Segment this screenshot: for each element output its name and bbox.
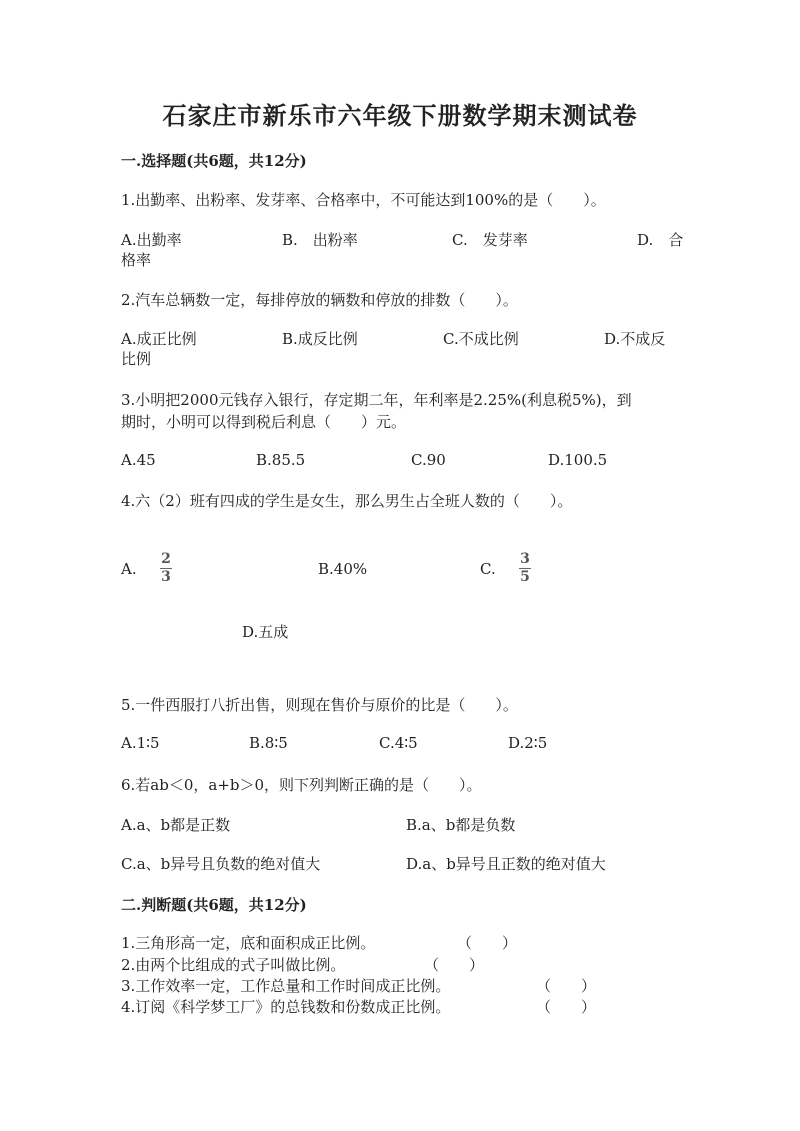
judgement-item-3-paren: （ ） <box>536 977 597 995</box>
question-2-stem: 2.汽车总辆数一定，每排停放的辆数和停放的排数（ ）。 <box>121 291 518 309</box>
question-4-option-a-fraction <box>160 552 172 585</box>
judgement-item-4-text: 4.订阅《科学梦工厂》的总钱数和份数成正比例。 <box>121 998 451 1016</box>
question-4-stem: 4.六（2）班有四成的学生是女生，那么男生占全班人数的（ ）。 <box>121 492 573 510</box>
question-3-stem-line1: 3.小明把2000元钱存入银行，存定期二年，年利率是2.25%(利息税5%)，到 <box>121 391 632 409</box>
judgement-item-2-paren: （ ） <box>424 956 485 974</box>
question-6-stem: 6.若ab＜0，a+b＞0，则下列判断正确的是（ ）。 <box>121 776 482 794</box>
question-5-stem: 5.一件西服打八折出售，则现在售价与原价的比是（ ）。 <box>121 696 518 714</box>
section-heading-judgement: 二.判断题(共6题，共12分) <box>121 896 307 914</box>
question-6-option-d: D.a、b异号且正数的绝对值大 <box>406 855 606 873</box>
question-4-option-c-fraction <box>519 552 531 585</box>
page-title: 石家庄市新乐市六年级下册数学期末测试卷 <box>162 101 638 130</box>
question-3-option-c: C.90 <box>411 451 446 469</box>
question-2-option-c: C.不成比例 <box>443 330 519 348</box>
question-6-option-a: A.a、b都是正数 <box>121 816 231 834</box>
question-2-option-d-wrap: 比例 <box>121 350 152 368</box>
question-1-option-d-wrap: 格率 <box>121 251 152 269</box>
question-1-option-d: D. 合 <box>637 231 684 249</box>
question-4-option-a-label: A. <box>121 560 137 578</box>
judgement-item-3-text: 3.工作效率一定，工作总量和工作时间成正比例。 <box>121 977 451 995</box>
question-3-option-b: B.85.5 <box>256 451 306 469</box>
question-4-option-d: D.五成 <box>242 623 289 641</box>
question-5-option-c: C.4∶5 <box>379 734 418 752</box>
judgement-item-4-paren: （ ） <box>536 998 597 1016</box>
fraction-denominator: 5 <box>520 569 530 585</box>
judgement-item-2-text: 2.由两个比组成的式子叫做比例。 <box>121 956 346 974</box>
judgement-item-1-text: 1.三角形高一定，底和面积成正比例。 <box>121 934 376 952</box>
fraction-numerator: 2 <box>161 551 171 567</box>
question-3-option-a: A.45 <box>121 451 156 469</box>
question-1-option-a: A.出勤率 <box>121 231 182 249</box>
question-1-option-b: B. 出粉率 <box>282 231 358 249</box>
fraction-denominator: 3 <box>161 569 171 585</box>
question-2-option-d: D.不成反 <box>604 330 666 348</box>
question-4-option-b: B.40% <box>318 560 368 578</box>
judgement-item-1-paren: （ ） <box>457 934 518 952</box>
question-5-option-d: D.2∶5 <box>508 734 548 752</box>
question-1-stem: 1.出勤率、出粉率、发芽率、合格率中，不可能达到100%的是（ ）。 <box>121 191 606 209</box>
question-2-option-a: A.成正比例 <box>121 330 197 348</box>
question-2-option-b: B.成反比例 <box>282 330 358 348</box>
section-heading-choice: 一.选择题(共6题，共12分) <box>121 152 307 170</box>
question-4-option-c-label: C. <box>480 560 496 578</box>
fraction-numerator: 3 <box>520 551 530 567</box>
question-1-option-c: C. 发芽率 <box>452 231 528 249</box>
question-6-option-b: B.a、b都是负数 <box>406 816 516 834</box>
question-5-option-b: B.8∶5 <box>249 734 288 752</box>
question-5-option-a: A.1∶5 <box>121 734 160 752</box>
question-6-option-c: C.a、b异号且负数的绝对值大 <box>121 855 321 873</box>
question-3-stem-line2: 期时，小明可以得到税后利息（ ）元。 <box>121 413 407 431</box>
question-3-option-d: D.100.5 <box>548 451 608 469</box>
